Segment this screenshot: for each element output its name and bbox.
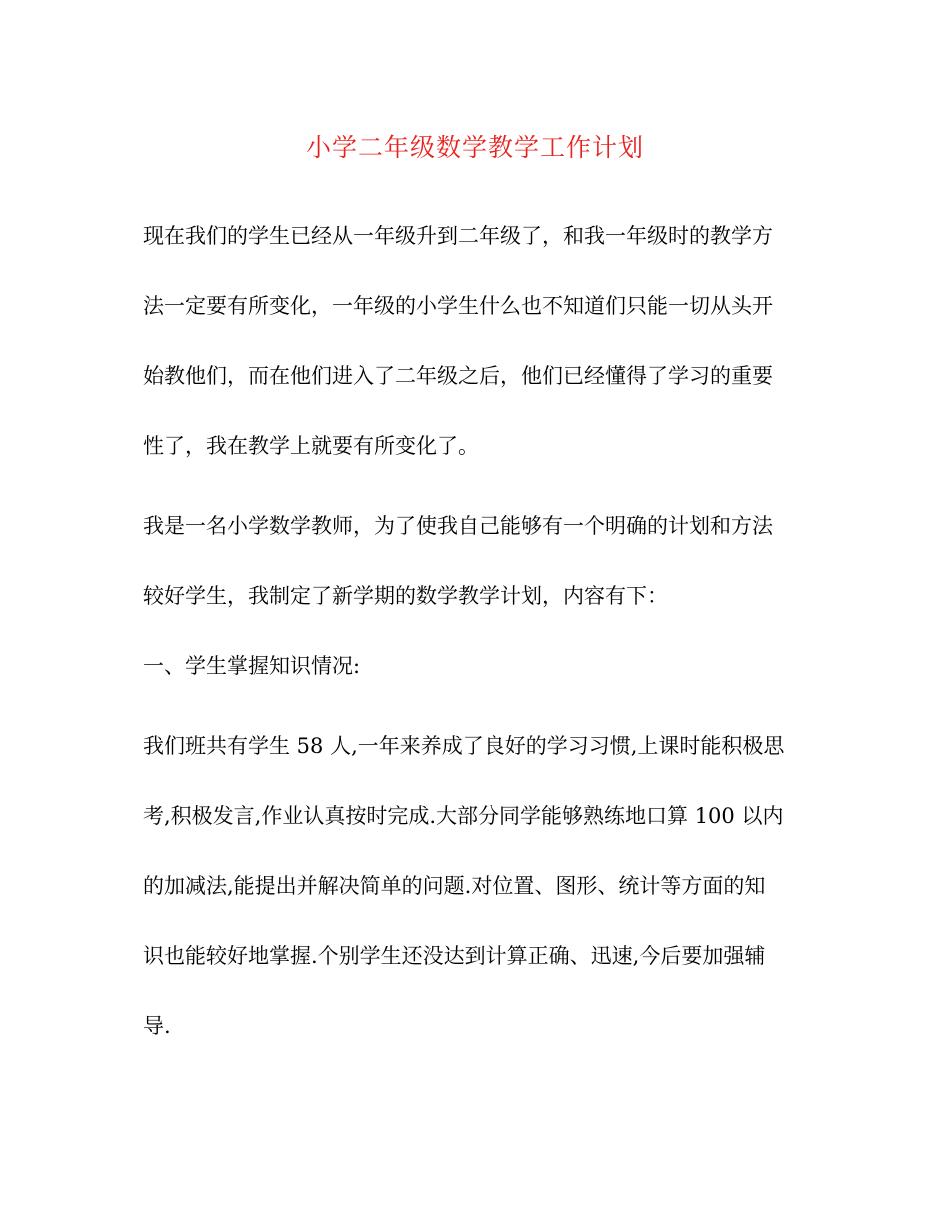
paragraph-intro-line: 性了，我在教学上就要有所变化了。 bbox=[143, 434, 479, 458]
document-title: 小学二年级数学教学工作计划 bbox=[305, 133, 644, 162]
paragraph-students-line: 的加减法,能提出并解决简单的问题.对位置、图形、统计等方面的知 bbox=[143, 874, 766, 898]
paragraph-intro-line: 始教他们，而在他们进入了二年级之后，他们已经懂得了学习的重要 bbox=[143, 364, 773, 388]
paragraph-students-line: 我们班共有学生 58 人,一年来养成了良好的学习习惯,上课时能积极思 bbox=[143, 734, 785, 758]
section-heading: 一、学生掌握知识情况: bbox=[143, 654, 361, 678]
paragraph-plan-line: 较好学生，我制定了新学期的数学教学计划，内容有下： bbox=[143, 584, 668, 608]
paragraph-students-line: 识也能较好地掌握.个别学生还没达到计算正确、迅速,今后要加强辅 bbox=[143, 944, 766, 968]
paragraph-plan-line: 我是一名小学数学教师，为了使我自己能够有一个明确的计划和方法 bbox=[143, 514, 773, 538]
paragraph-intro-line: 现在我们的学生已经从一年级升到二年级了，和我一年级时的教学方 bbox=[143, 224, 773, 248]
paragraph-intro-line: 法一定要有所变化，一年级的小学生什么也不知道们只能一切从头开 bbox=[143, 294, 773, 318]
paragraph-students-line: 考,积极发言,作业认真按时完成.大部分同学能够熟练地口算 100 以内 bbox=[143, 804, 784, 828]
paragraph-students-line: 导. bbox=[143, 1014, 171, 1038]
